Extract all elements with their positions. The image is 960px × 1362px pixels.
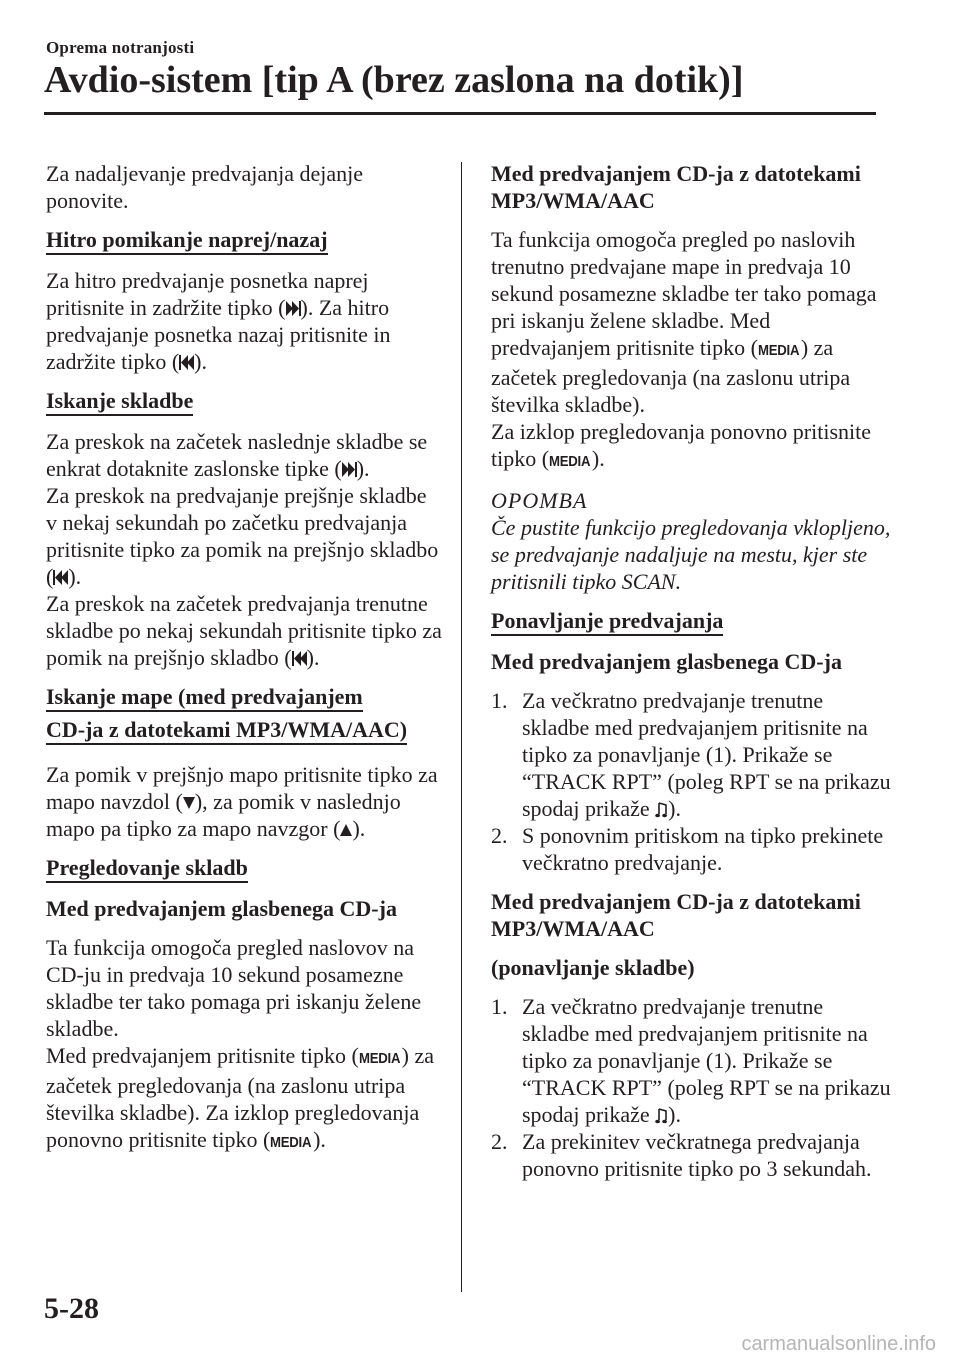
text: Za preskok na začetek predvajanja trenutne skladbe po nekaj sekundah pritisnite tipko za pomik na prejšnjo skladbo (: [46, 591, 442, 670]
right-column: [491, 160, 891, 1194]
text: Ta funkcija omogoča pregled po naslovih trenutno predvajane mape in predvaja 10 sekund posamezne skladbe ter tako pomaga pri iskanju želene skladbe. Med predvajanjem pritisnite tipko (: [491, 227, 877, 360]
scan-cd-paragraph: Ta funkcija omogoča pregled naslovov na CD-ju in predvaja 10 sekund posamezne skladbe ter tako pomaga pri iskanju želene skladbe.: [46, 935, 422, 1041]
repeat-cd-list: [491, 687, 891, 876]
track-previous-paragraph: [46, 482, 442, 590]
media-button-label: MEDIA: [549, 453, 591, 470]
folder-search-paragraph: [46, 761, 442, 842]
heading-line: CD-ja z datotekami MP3/WMA/AAC): [46, 717, 407, 745]
list-number: 2.: [491, 1129, 508, 1154]
subheading-mp3-repeat: Med predvajanjem CD-ja z datotekami MP3/WMA/AAC: [491, 889, 861, 941]
text: S ponovnim pritiskom na tipko prekinete večkratno predvajanje.: [522, 823, 884, 875]
track-restart-paragraph: [46, 590, 442, 671]
skip-next-icon: [286, 300, 301, 317]
repeat-mp3-list: [491, 993, 891, 1182]
text: Za pomik v prejšnjo mapo pritisnite tipko za mapo navzdol (: [46, 762, 438, 814]
heading-folder-search: [46, 683, 442, 749]
section-label: Oprema notranjosti: [46, 38, 195, 57]
text: ) za začetek pregledovanja (na zaslonu utripa številka skladbe).: [491, 335, 851, 417]
subheading-cd: Med predvajanjem glasbenega CD-ja: [46, 896, 397, 921]
text: ). Za hitro predvajanje posnetka nazaj pritisnite in zadržite tipko (: [46, 295, 391, 374]
text: ).: [306, 645, 320, 670]
text: ).: [356, 456, 370, 481]
triangle-down-icon: [183, 794, 195, 811]
list-number: 2.: [491, 823, 508, 848]
heading-line: Iskanje mape (med predvajanjem: [46, 684, 363, 712]
text: ).: [194, 349, 207, 374]
scan-cd-media-paragraph: [46, 1042, 442, 1156]
heading-repeat: Ponavljanje predvajanja: [491, 608, 723, 636]
list-item: [491, 993, 891, 1128]
text: ).: [668, 796, 681, 821]
subheading-mp3: Med predvajanjem CD-ja z datotekami MP3/WMA/AAC: [491, 161, 861, 213]
text: ) za začetek pregledovanja (na zaslonu utripa številka skladbe). Za izklop pregledovanja ponovno pritisnite tipko (: [46, 1043, 435, 1152]
fast-forward-paragraph: [46, 267, 442, 375]
left-column: [46, 160, 442, 1168]
text: Med predvajanjem pritisnite tipko (: [46, 1043, 359, 1068]
column-divider: [461, 162, 462, 1292]
text: Za večkratno predvajanje trenutne skladbe med predvajanjem pritisnite na tipko za ponavljanje (1). Prikaže se “TRACK RPT” (poleg RPT se na prikazu spodaj prikaže: [522, 688, 891, 821]
text: Za preskok na predvajanje prejšnje skladbe v nekaj sekundah po začetku predvajanja pritisnite tipko za pomik na prejšnjo skladbo (: [46, 483, 439, 589]
text: ).: [313, 1127, 326, 1152]
text: ).: [591, 446, 605, 471]
triangle-up-icon: [340, 821, 352, 838]
text: ).: [668, 1102, 681, 1127]
list-number: 1.: [491, 994, 508, 1019]
media-button-label: MEDIA: [270, 1134, 312, 1151]
scan-mp3-off-paragraph: [491, 418, 891, 475]
scan-mp3-paragraph: [491, 226, 891, 418]
subheading-cd: Med predvajanjem glasbenega CD-ja: [491, 649, 842, 674]
text: ), za pomik v naslednjo mapo pa tipko za mapo navzgor (: [46, 789, 401, 841]
text: ).: [352, 816, 366, 841]
heading-track-search: Iskanje skladbe: [46, 388, 193, 416]
page-title: Avdio-sistem [tip A (brez zaslona na dotik)]: [44, 59, 744, 101]
text: Za izklop pregledovanja ponovno pritisnite tipko (: [491, 419, 872, 471]
intro-paragraph: Za nadaljevanje predvajanja dejanje ponovite.: [46, 161, 363, 213]
media-button-label: MEDIA: [758, 342, 800, 359]
watermark: carmanualsonline.info: [741, 1333, 936, 1355]
music-note-icon: [655, 801, 668, 818]
text: Za prekinitev večkratnega predvajanja ponovno pritisnite tipko po 3 sekundah.: [522, 1129, 872, 1181]
heading-scan: Pregledovanje skladb: [46, 855, 248, 883]
list-item: [491, 1128, 891, 1182]
skip-previous-icon: [292, 650, 307, 667]
text: Za hitro predvajanje posnetka naprej pritisnite in zadržite tipko (: [46, 268, 369, 320]
note-text: Če pustite funkcijo pregledovanja vklopljeno, se predvajanje nadaljuje na mestu, kjer ste pritisnili tipko SCAN.: [491, 515, 891, 594]
note-heading: OPOMBA: [491, 488, 588, 513]
text: Za večkratno predvajanje trenutne skladbe med predvajanjem pritisnite na tipko za ponavljanje (1). Prikaže se “TRACK RPT” (poleg RPT se na prikazu spodaj prikaže: [522, 994, 891, 1127]
list-number: 1.: [491, 688, 508, 713]
media-button-label: MEDIA: [358, 1050, 401, 1067]
text: Za preskok na začetek naslednje skladbe se enkrat dotaknite zaslonske tipke (: [46, 429, 428, 481]
page-number: 5-28: [44, 1292, 99, 1325]
list-item: [491, 822, 891, 876]
skip-next-icon: [342, 461, 357, 478]
track-search-paragraph: [46, 428, 442, 482]
music-note-icon: [655, 1107, 668, 1124]
subheading-track-repeat: (ponavljanje skladbe): [491, 955, 695, 980]
skip-previous-icon: [179, 354, 194, 371]
heading-fast-forward: Hitro pomikanje naprej/nazaj: [46, 227, 328, 255]
text: ).: [68, 564, 82, 589]
header-rule: [44, 112, 876, 115]
list-item: [491, 687, 891, 822]
skip-previous-icon: [53, 569, 68, 586]
